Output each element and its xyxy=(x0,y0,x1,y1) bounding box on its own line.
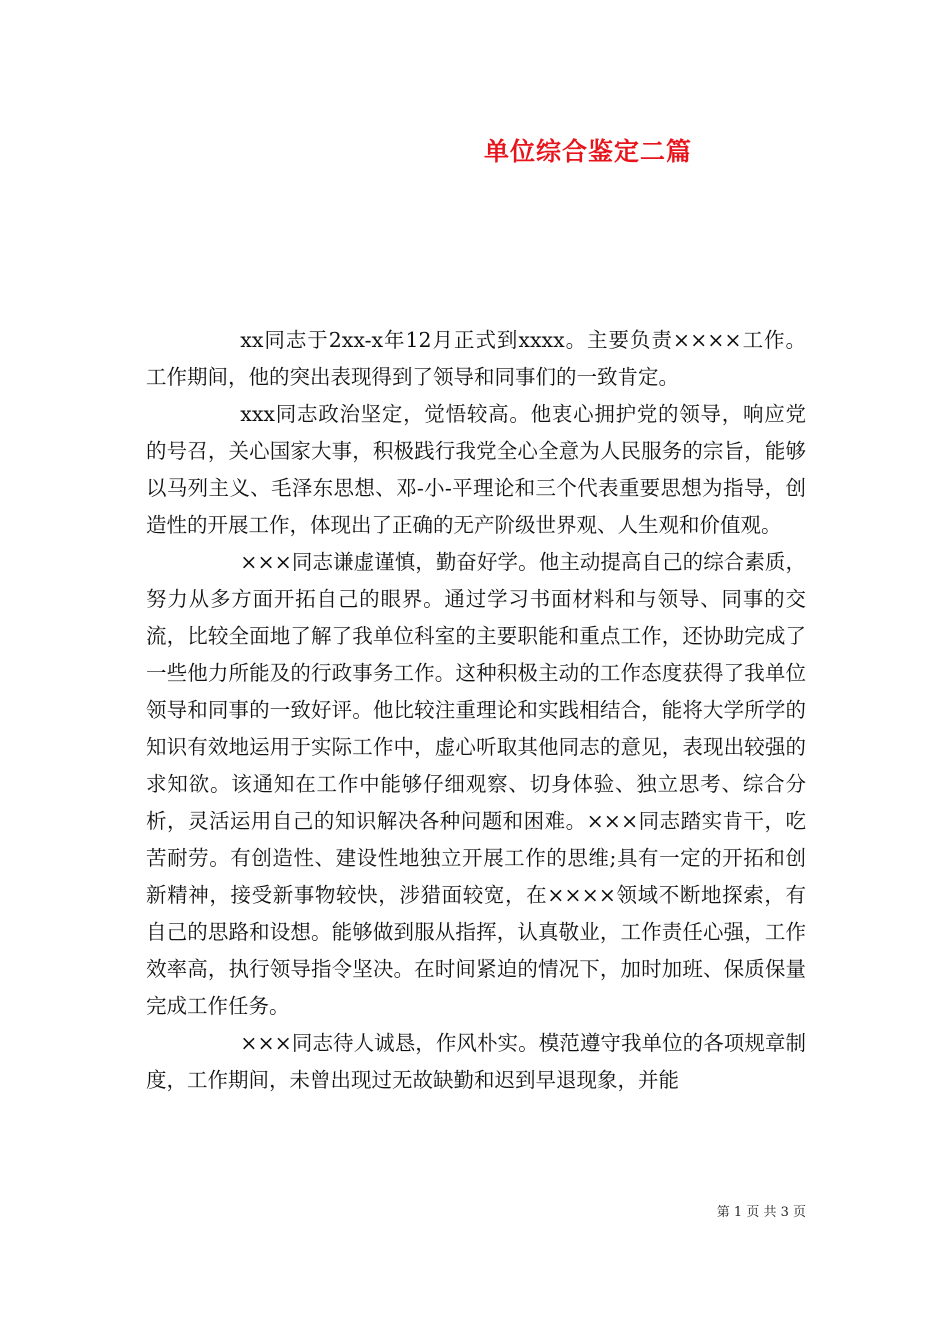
paragraph-intro: xx同志于2xx-x年12月正式到xxxx。主要负责××××工作。工作期间，他的突出表现得到了领导和同事们的一致肯定。 xyxy=(146,328,806,389)
paragraph-learning: ×××同志谦虚谨慎，勤奋好学。他主动提高自己的综合素质，努力从多方面开拓自己的眼界。通过学习书面材料和与领导、同事的交流，比较全面地了解了我单位科室的主要职能和重点工作，还协助完成了一些他力所能及的行政事务工作。这种积极主动的工作态度获得了我单位领导和同事的一致好评。他比较注重理论和实践相结合，能将大学所学的知识有效地运用于实际工作中，虚心听取其他同志的意见，表现出较强的求知欲。该通知在工作中能够仔细观察、切身体验、独立思考、综合分析，灵活运用自己的知识解决各种问题和困难。×××同志踏实肯干，吃苦耐劳。有创造性、建设性地独立开展工作的思维;具有一定的开拓和创新精神，接受新事物较快，涉猎面较宽，在××××领域不断地探索，有自己的思路和设想。能够做到服从指挥，认真敬业，工作责任心强，工作效率高，执行领导指令坚决。在时间紧迫的情况下，加时加班、保质保量完成工作任务。 xyxy=(146,550,806,1018)
paragraph-conduct: ×××同志待人诚恳，作风朴实。模范遵守我单位的各项规章制度，工作期间，未曾出现过无故缺勤和迟到早退现象，并能 xyxy=(146,1031,806,1092)
paragraph-political: xxx同志政治坚定，觉悟较高。他衷心拥护党的领导，响应党的号召，关心国家大事，积极践行我党全心全意为人民服务的宗旨，能够以马列主义、毛泽东思想、邓-小-平理论和三个代表重要思想为指导，创造性的开展工作，体现出了正确的无产阶级世界观、人生观和价值观。 xyxy=(146,402,806,537)
document-title: 单位综合鉴定二篇 xyxy=(483,137,692,166)
page-number-footer: 第 1 页 共 3 页 xyxy=(716,1205,806,1220)
document-body xyxy=(146,322,806,1099)
